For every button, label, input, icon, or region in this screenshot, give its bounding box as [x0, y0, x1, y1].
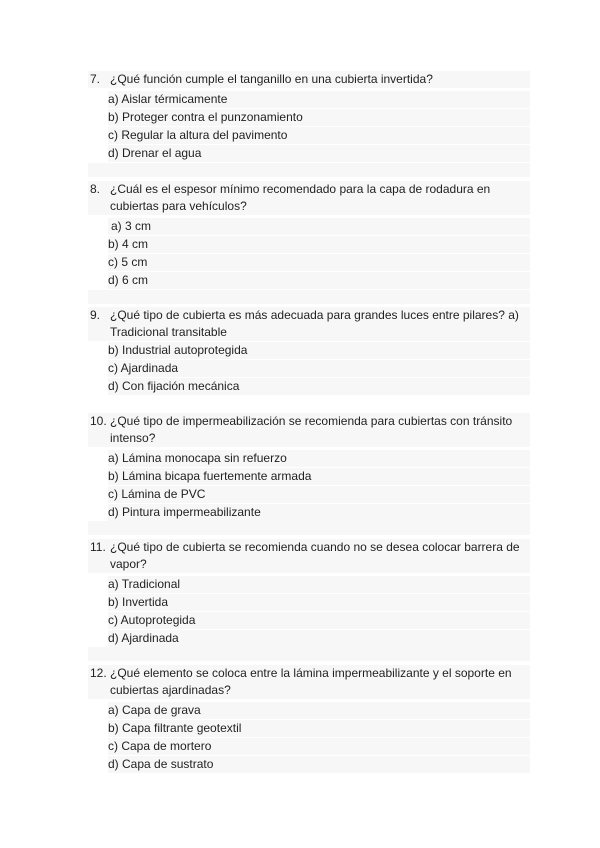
question-stem — [88, 181, 530, 215]
option-list — [108, 217, 530, 289]
option-d: d) 6 cm — [108, 271, 530, 289]
question-text: ¿Qué función cumple el tanganillo en una cubierta invertida? — [110, 72, 433, 86]
option-d: d) Pintura impermeabilizante — [108, 503, 530, 521]
option-a: a) Capa de grava — [108, 701, 530, 719]
option-d: d) Con fijación mecánica — [108, 377, 530, 395]
question-12 — [88, 665, 530, 773]
question-7 — [88, 71, 530, 162]
option-d: d) Drenar el agua — [108, 144, 530, 162]
spacer-band — [88, 290, 530, 304]
question-number: 11. — [90, 540, 106, 554]
question-text: ¿Qué tipo de cubierta es más adecuada para grandes luces entre pilares? a) Tradicional transitable — [110, 308, 519, 339]
option-list — [108, 90, 530, 162]
spacer-band — [88, 163, 530, 177]
option-b: b) Capa filtrante geotextil — [108, 719, 530, 737]
option-a: a) Aislar térmicamente — [108, 90, 530, 108]
question-stem — [88, 307, 530, 341]
option-c: c) Lámina de PVC — [108, 485, 530, 503]
option-a: a) Lámina monocapa sin refuerzo — [108, 449, 530, 467]
option-c: c) Autoprotegida — [108, 611, 530, 629]
option-list — [108, 701, 530, 773]
option-b: b) Invertida — [108, 593, 530, 611]
option-b: b) Proteger contra el punzonamiento — [108, 108, 530, 126]
option-b: b) Industrial autoprotegida — [108, 341, 530, 359]
option-d: d) Ajardinada — [108, 629, 530, 647]
question-stem — [88, 665, 530, 699]
option-c: c) Ajardinada — [108, 359, 530, 377]
question-stem — [88, 539, 530, 573]
question-number: 10. — [90, 414, 107, 428]
spacer-band — [88, 521, 530, 535]
option-c: c) Regular la altura del pavimento — [108, 126, 530, 144]
option-list — [108, 341, 530, 395]
question-text: ¿Qué tipo de cubierta se recomienda cuando no se desea colocar barrera de vapor? — [110, 540, 520, 571]
option-a: a) 3 cm — [108, 217, 530, 235]
option-b: b) Lámina bicapa fuertemente armada — [108, 467, 530, 485]
option-d: d) Capa de sustrato — [108, 755, 530, 773]
option-a: a) Tradicional — [108, 575, 530, 593]
question-11 — [88, 539, 530, 647]
option-list — [108, 449, 530, 521]
question-text: ¿Qué elemento se coloca entre la lámina impermeabilizante y el soporte en cubiertas ajardinadas? — [110, 666, 512, 697]
question-number: 12. — [90, 666, 107, 680]
question-10 — [88, 413, 530, 521]
question-9 — [88, 307, 530, 395]
question-number: 8. — [90, 182, 101, 196]
option-c: c) Capa de mortero — [108, 737, 530, 755]
question-number: 7. — [90, 72, 101, 86]
option-c: c) 5 cm — [108, 253, 530, 271]
question-stem — [88, 71, 530, 88]
spacer-band — [88, 647, 530, 661]
question-text: ¿Qué tipo de impermeabilización se recomienda para cubiertas con tránsito intenso? — [110, 414, 513, 445]
option-list — [108, 575, 530, 647]
question-number: 9. — [90, 308, 101, 322]
question-stem — [88, 413, 530, 447]
question-8 — [88, 181, 530, 289]
question-text: ¿Cuál es el espesor mínimo recomendado para la capa de rodadura en cubiertas para vehículos? — [110, 182, 491, 213]
option-b: b) 4 cm — [108, 235, 530, 253]
